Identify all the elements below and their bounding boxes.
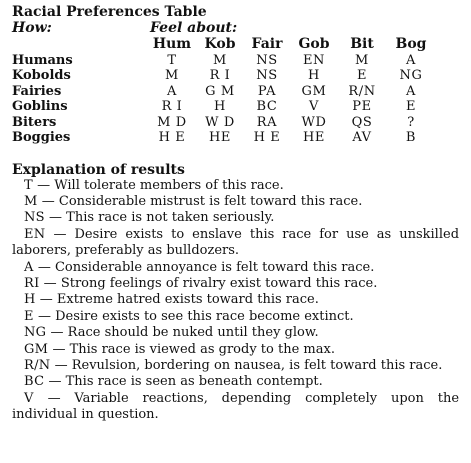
table-cell: M D (157, 114, 187, 130)
explanation-item (12, 227, 459, 260)
column-header-row (12, 37, 436, 53)
explanation-item (12, 292, 459, 308)
explanation-text: Considerable annoyance is felt toward this race. (54, 259, 375, 275)
table-cell: R/N (348, 83, 376, 99)
table-cell: A (167, 83, 177, 99)
explanation-abbr: GM (24, 341, 49, 357)
explanation-text: Race should be nuked until they glow. (67, 325, 319, 341)
column-header: Kob (204, 36, 236, 53)
table-cell: H E (158, 130, 186, 146)
explanation-item (12, 374, 459, 390)
table-cell: H (214, 99, 226, 115)
table-cell: HE (208, 130, 232, 146)
explanation-text: This race is not taken seriously. (66, 210, 275, 226)
table-row (12, 115, 436, 131)
table-cell: M (165, 68, 179, 84)
explanation-text: Will tolerate members of this race. (54, 177, 284, 193)
column-header: Gob (298, 36, 330, 53)
table-cell: A (406, 52, 416, 68)
explanation-abbr: V (24, 390, 34, 406)
explanation-abbr: NS (24, 210, 45, 226)
table-cell: NG (399, 68, 423, 84)
dash-separator: — (48, 374, 62, 390)
explanation-abbr: A (24, 259, 34, 275)
explanation-text: Strong feelings of rivalry exist toward this race. (60, 275, 378, 291)
dash-separator: — (54, 357, 68, 373)
table-cell: G M (205, 83, 235, 99)
explanation-abbr: EN (24, 226, 46, 242)
table-cell: ? (407, 114, 415, 130)
race-label: Humans (12, 52, 73, 68)
table-cell: NS (256, 52, 278, 68)
explanation-item (12, 391, 459, 424)
how-label: How: (12, 20, 52, 36)
table-row (12, 84, 436, 100)
explanation-item (12, 358, 459, 374)
explanation-item (12, 325, 459, 341)
table-row (12, 99, 436, 115)
table-row (12, 130, 436, 146)
table-cell: E (405, 99, 417, 115)
table-cell: EN (302, 52, 326, 68)
table-cell: M (213, 52, 227, 68)
column-header: Hum (152, 36, 192, 53)
table-cell: H (308, 68, 320, 84)
table-cell: B (405, 130, 417, 146)
table-cell: WD (301, 114, 327, 130)
table-cell: GM (301, 83, 327, 99)
table-cell: AV (352, 130, 372, 146)
table-cell: PA (257, 83, 277, 99)
race-label: Boggies (12, 130, 71, 146)
explanation-item (12, 309, 459, 325)
table-cell: R I (161, 99, 183, 115)
column-header: Fair (251, 36, 283, 53)
explanation-abbr: M (24, 193, 38, 209)
explanation-abbr: E (24, 308, 34, 324)
explanation-abbr: RI (24, 275, 40, 291)
race-label: Kobolds (12, 68, 71, 84)
explanation-item (12, 276, 459, 292)
table-cell: PE (352, 99, 372, 115)
dash-separator: — (37, 308, 51, 324)
table-cell: BC (256, 99, 278, 115)
table-cell: QS (351, 114, 373, 130)
dash-separator: — (39, 292, 53, 308)
explanation-item (12, 194, 459, 210)
table-title: Racial Preferences Table (12, 4, 207, 20)
race-label: Goblins (12, 99, 68, 115)
explanation-abbr: H (24, 292, 36, 308)
column-header: Bog (395, 36, 427, 53)
table-row (12, 53, 436, 69)
dash-separator: — (43, 275, 57, 291)
race-label: Fairies (12, 83, 62, 99)
table-cell: V (309, 99, 319, 115)
table-cell: T (167, 52, 177, 68)
race-label: Biters (12, 114, 57, 130)
table-cell: H E (253, 130, 281, 146)
explanation-text: Desire exists to see this race become extinct. (55, 308, 354, 324)
explanation-text: This race is seen as beneath contempt. (65, 374, 323, 390)
explanation-text: Revulsion, bordering on nausea, is felt toward this race. (71, 357, 443, 373)
dash-separator: — (37, 259, 51, 275)
explanation-text: Considerable mistrust is felt toward this race. (58, 193, 363, 209)
explanation-text: Variable reactions, depending completely upon the individual in question. (12, 390, 460, 423)
dash-separator: — (41, 193, 55, 209)
feel-about-label: Feel about: (150, 20, 238, 36)
table-cell: R I (209, 68, 231, 84)
explanation-text: Extreme hatred exists toward this race. (56, 292, 319, 308)
table-cell: A (406, 83, 416, 99)
explanation-item (12, 210, 459, 226)
explanation-list (12, 178, 459, 424)
column-header: Bit (350, 36, 374, 53)
explanation-item (12, 342, 459, 358)
explanation-text: This race is viewed as grody to the max. (69, 341, 335, 357)
explanation-item (12, 260, 459, 276)
explanation-abbr: BC (24, 374, 45, 390)
dash-separator: — (47, 390, 61, 406)
empty-header-cell (12, 37, 148, 53)
table-cell: NS (256, 68, 278, 84)
explanation-heading: Explanation of results (12, 161, 185, 178)
racial-preferences-table (12, 37, 436, 146)
explanation-abbr: R/N (24, 357, 51, 373)
dash-separator: — (50, 325, 64, 341)
table-cell: M (355, 52, 369, 68)
explanation-item (12, 178, 459, 194)
table-cell: RA (256, 114, 278, 130)
dash-separator: — (37, 177, 51, 193)
table-cell: HE (302, 130, 326, 146)
table-cell: E (356, 68, 368, 84)
table-body (12, 53, 436, 146)
dash-separator: — (49, 210, 63, 226)
dash-separator: — (52, 341, 66, 357)
table-cell: W D (205, 114, 235, 130)
table-subheader (12, 20, 459, 37)
explanation-abbr: NG (24, 325, 47, 341)
explanation-text: Desire exists to enslave this race for use as unskilled laborers, preferably as bulldozers. (12, 226, 460, 259)
explanation-abbr: T (24, 177, 33, 193)
dash-separator: — (53, 226, 67, 242)
table-row (12, 68, 436, 84)
